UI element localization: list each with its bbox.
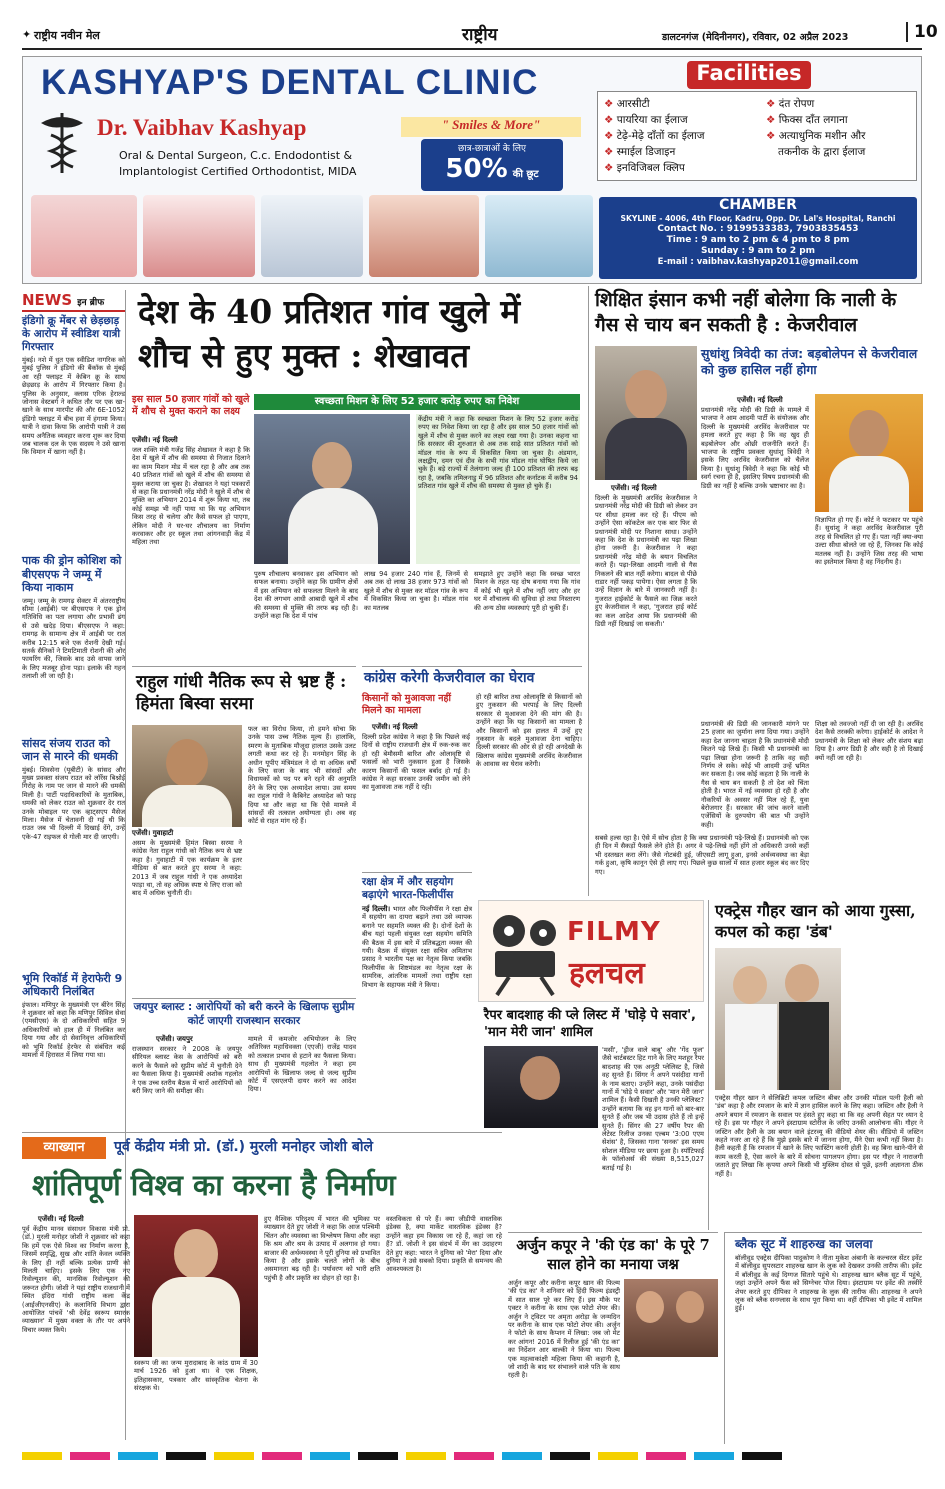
photo-strip bbox=[31, 195, 593, 277]
joshi-dateline: एजेंसी। नई दिल्ली bbox=[38, 1215, 84, 1223]
offer-suffix: की छूट bbox=[512, 169, 539, 180]
facility-item: ❖ दंत रोपण bbox=[766, 98, 815, 110]
shahrukh-headline: ब्लैक सूट में शाहरुख का जलवा bbox=[735, 1237, 873, 1251]
jaipur-col1: राजस्थान सरकार ने 2008 के जयपुर सीरियल ब्लास्ट केस के आरोपियों को बरी करने के फैसले को सुप्रीम कोर्ट में चुनौती देने का फैसला किया है। मुख्यमंत्री अशोक गहलोत ने एक उच्च स्तरीय बैठक में चारों आरोपियों को बरी किए जाने की समीक्षा की। bbox=[132, 1045, 242, 1096]
facilities-box bbox=[597, 91, 917, 181]
lead-col4: लाख 94 हजार 240 गांव हैं, जिनमें से अब तक दो लाख 38 हजार 973 गांवों को खुले में शौच से मुक्त कर मॉडल गांव के रूप में विकसित किया जा चुका है। मॉडल गांव का मतलब bbox=[364, 570, 468, 612]
kejriwal-cont: सबसे हल्स रहा है। ऐसे में सोच होता है कि क्या प्रधानमंत्री पढ़े-लिखे हैं। प्रधानमंत्री को एक ही दिन में सैकड़ों फैसले लेने होते हैं। अगर वे पढ़े-लिखे नहीं होंगे तो अधिकारी उनसे कहीं भी दस्तखत करा लेंगे। जैसे नोटबंदी हुई, जीएसटी लागू हुआ, इनसे अर्थव्यवस्था का बेड़ा गर्क हुआ, कृषि कानून ऐसे ही लाए गए। पिछले कुछ सालों में सात हजार स्कूल बंद कर दिए गए। bbox=[595, 834, 809, 876]
brief-item: पाक की ड्रोन कोशिश को बीएसएफ ने जम्मू में किया नाकाम जम्मू। जम्मू के रामगढ़ सेक्टर में अंतरराष्ट्रीय सीमा (आईबी) पर बीएसएफ ने एक ड्रोन गतिविधि का पता लगाया और प्रभावी ढंग से उसे खदेड़ दिया। बीएसएफ ने कहा: रामगढ़ के सामान्य क्षेत्र में आईबी पर रात करीब 12:15 बजे एक रोशनी देखी गई। सतर्क सैनिकों ने टिमटिमाती रोशनी की ओर फायरिंग की, जिसके बाद उसे वापस जाने के लिए मजबूर होना पड़ा। इलाके की गहन तलाशी ली जा रही है। bbox=[22, 554, 125, 681]
gauhar-body: एक्ट्रेस गौहर खान ने सेलिब्रिटी कपल जस्टिन बीबर और उनकी मॉडल पत्नी हैली को 'डंब' कहा है और रमजान के बारे में ज्ञान हासिल करने के लिए कहा। जस्टिन और हैली ने अपने बयान में रमजान के सवाल पर हंसते हुए कहा था कि वह अपनी सेहत पर ध्यान दे रहे हैं। इस पर गौहर ने अपने इंस्टाग्राम स्टोरीज के जरिए उनकी आलोचना की। गौहर ने जस्टिन और हैली के उस बयान वाले इंटरव्यू की वीडियो शेयर की। वीडियो में जस्टिन कहते नजर आ रहे हैं कि मुझे इसके बारे में जानना होगा, मैंने ऐसा कभी नहीं किया है। हैली कहती हैं कि रमजान में खाने के लिए फास्टिंग करनी होती है। वह बिना खाने-पीने से काम करती है, ऐसा करने के बारे में सोचना पागलपन होगा। इस पर गौहर ने नाराजगी जताते हुए लिखा कि कृपया अपने किसी भी मुस्लिम दोस्त से पूछें, इतनी अज्ञानता ठीक नहीं है। bbox=[715, 1094, 923, 1178]
dental-caduceus-icon bbox=[33, 109, 91, 177]
filmy-section bbox=[478, 900, 704, 1172]
film-reel-icon bbox=[485, 911, 565, 999]
joshi-story bbox=[22, 1132, 502, 1444]
joshi-col4: वस्तविकता से परे हैं। क्या जीडीपी वास्तविक इंडेक्स है, क्या मार्केट वास्तविक इंडेक्स है? उन्होंने कहा हम विकास जा रहे हैं, कहां जा रहे हैं? डॉ. जोशी ने इस संदर्भ में मेंग का उदाहरण देते हुए कहा: भारत ने दुनिया को 'मेरा' दिया और दुनिया ने उसे सबको दिया। प्रकृति से समन्वय की आवश्यकता है। bbox=[386, 1215, 502, 1274]
trivedi-col2: विज्ञापित हो गए हैं। कोर्ट ने फटकार पर पहुंचे हैं। सुधांशु ने कहा अरविंद केजरीवाल पूरी तरह से विचलित हो गए हैं। पता नहीं क्या-क्या उल्टा सीधा बोलते जा रहे हैं, जिनका कि कोई मतलब नहीं है। उन्होंने जिस तरह की भाषा का इस्तेमाल किया है वह निंदनीय है। bbox=[815, 516, 923, 567]
gauhar-story bbox=[708, 900, 922, 1230]
congress-headline: कांग्रेस करेगी केजरीवाल का घेराव bbox=[364, 670, 535, 686]
joshi-col2: स्वरूप जी का जन्म मुरादाबाद के कांठ ग्राम में 30 मार्च 1926 को हुआ था। वे एक शिक्षक, इतिहासकार, पत्रकार और सांस्कृतिक चेतना के संरक्षक थे। bbox=[134, 1359, 258, 1393]
congress-dateline: एजेंसी। नई दिल्ली bbox=[372, 723, 418, 731]
facilities-left bbox=[604, 96, 705, 176]
offer-label: छात्र-छात्राओं के लिए bbox=[457, 144, 527, 154]
trivedi-headline: सुधांशु त्रिवेदी का तंज: बड़बोलेपन से केजरीवाल को कुछ हासिल नहीं होगा bbox=[701, 346, 918, 377]
congress-col1: दिल्ली प्रदेश कांग्रेस ने कहा है कि पिछले कई दिनों से राष्ट्रीय राजधानी क्षेत्र में रुक-रुक कर हो रही बेमौसमी बारिश और ओलावृष्टि से फसलों को भारी नुकसान हुआ है जिसके कारण किसानों की फसल बर्बाद हो गई है। कांग्रेस ने कहा सरकार उनकी जमीन को लेने का मुआवजा तक नहीं दे रही। bbox=[362, 733, 470, 792]
kejriwal-cont2: शिक्षा को तवज्जो नहीं दी जा रही है। अरविंद देश कैसे तरक्की करेगा। हाईकोर्ट के आदेश ने प्रधानमंत्री के शिक्षा को लेकर और संशय बढ़ा दिया है। अगर डिग्री है और सही है तो दिखाई क्यों नहीं जा रही है। bbox=[815, 720, 923, 762]
kejriwal-photo bbox=[595, 346, 697, 480]
lead-headline: देश के 40 प्रतिशत गांव खुले में शौच से हुए मुक्त : शेखावत bbox=[138, 292, 521, 375]
shahrukh-story bbox=[724, 1232, 922, 1444]
dateline: डालटनगंज (मेदिनीनगर), रविवार, 02 अप्रैल 2023 bbox=[662, 32, 849, 43]
himanta-col1: असम के मुख्यमंत्री हिमंत बिस्वा सरमा ने कांग्रेस नेता राहुल गांधी को नैतिक रूप से भ्रष्ट कहा है। गुवाहाटी में एक कार्यक्रम के इतर मीडिया से बात करते हुए सरमा ने कहा: 2013 में जब राहुल गांधी ने एक अध्यादेश फाड़ा था, तो वह अधिक स्पष्ट थे लिए राजा को बाद में अधिक चुनौती दी। bbox=[132, 839, 242, 898]
facility-item: ❖ फिक्स दाँत लगाना bbox=[766, 114, 848, 126]
kejriwal-col2: प्रधानमंत्री की डिग्री की जानकारी मांगने पर 25 हजार का जुर्माना लगा दिया गया। उन्होंने कहा देश जानना चाहता है कि प्रधानमंत्री मोदी कितने पढ़े लिखे हैं। किसी भी प्रधानमंत्री का पढ़ा लिखा होना जरूरी है ताकि वह सही निर्णय ले सके। कोई भी आदमी उन्हें भ्रमित कर सकता है। जब कोई कहता है कि नाली के गैस से चाय बन सकती है तो देश को चिंता होती है। भारत में नई व्यवस्था हो रही है और नौकरियों के अवसर नहीं मिल रहे हैं, युवा बेरोजगार हैं। सरकार की जांच करने वाली एजेंसियों के दुरुपयोग की बात भी उन्होंने कही। bbox=[701, 720, 809, 829]
lead-col3: पुरुष शौचालय बनवाकर इस अभियान को सफल बनाया। उन्होंने कहा कि ग्रामीण क्षेत्रों में इस अभियान को सफलता मिलने के बाद देश की लगभग आधी आबादी खुले में शौच की समस्या से मुक्ति की तरफ बढ़ रही है। उन्होंने कहा कि देश में पांच bbox=[254, 570, 358, 621]
himanta-col2: फल का विरोध किया, तो हमने सोचा कि उनके पास उच्च नैतिक मूल्य हैं। हालांकि, स्मरण के मुताबिक मौजूदा हालात उसके उलट लगती कथा कर रहे हैं। मनमोहन सिंह के अधीन यूपीए मंत्रिमंडल ने दो या अधिक वर्षों के लिए सजा के बाद भी सांसदों और विधायकों को पद पर बने रहने की अनुमति देने के लिए एक अध्यादेश लाया। उस समय का राहुल गांधी ने कैबिनेट अध्यादेश को फाड़ दिया था और कहा था कि ऐसे मामले में सांसदों की तत्काल अयोग्यता हो। अब वह कोर्ट से राहत मांग रहे हैं। bbox=[248, 725, 356, 826]
page-number: 10 bbox=[906, 22, 938, 42]
vyakhyan-label: व्याख्यान bbox=[22, 1137, 106, 1159]
doctor-desc-2: Implantologist Certified Orthodontist, MIDA bbox=[119, 165, 357, 178]
himanta-photo bbox=[132, 725, 242, 827]
kejriwal-story bbox=[588, 286, 922, 896]
gauhar-headline: एक्ट्रेस गौहर खान को आया गुस्सा, कपल को कहा 'डंब' bbox=[715, 901, 916, 941]
chamber-line: SKYLINE - 4006, 4th Floor, Kadru, Opp. Dr. Lal's Hospital, Ranchi bbox=[620, 214, 896, 223]
brief-item: इंडिगो क्रू मेंबर से छेड़छाड़ के आरोप में स्वीडिश यात्री गिरफ्तार मुंबई। नशे में धुत एक स्वीडिश नागरिक को मुंबई पुलिस ने इंडिगो की बैंकॉक से मुंबई आ रही फ्लाइट में केबिन क्रू के साथ छेड़छाड़ के आरोप में गिरफ्तार किया है। पुलिस के अनुसार, क्लास एरिक हेराल्ड जोनास वेस्टबर्ग ने कथित तौर पर एक खा-खाने के साथ मारपीट की और 6E-1052 इंडिगो फ्लाइट में बीच हवा में हंगामा किया। यात्री ने दावा किया कि आरोपी यात्री ने उस समय अनैतिक व्यवहार करना शुरू कर दिया जब चालक दल के एक सदस्य ने उसे खाना कि विमान में खाना नहीं है। bbox=[22, 315, 125, 457]
clinic-name: KASHYAP'S DENTAL CLINIC bbox=[41, 63, 539, 102]
child-dentist-photo bbox=[485, 195, 593, 277]
lead-col1: जल शक्ति मंत्री गजेंद्र सिंह शेखावत ने कहा है कि देश में खुले में शौच की समस्या से निजात दिलाने का काम मिशन मोड में चल रहा है और अब तक 40 प्रतिशत गांवों को खुले में शौच की समस्या से मुक्त कराया जा चुका है। शेखावत ने यहां पत्रकारों से कहा कि प्रधानमंत्री नरेंद्र मोदी ने खुले में शौच से मुक्ति का अभियान 2014 में शुरू किया था, तब कोई समझ भी नहीं पाया था कि यह अभियान किस तरह से चलेगा और कैसे सफल हो पाएगा, लेकिन मोदी ने घर-घर शौचालय का निर्माण करवाकर और हर स्कूल तथा आंगनवाड़ी केंद्र में महिला तथा bbox=[132, 446, 250, 547]
lead-dateline: एजेंसी। नई दिल्ली bbox=[132, 436, 178, 444]
arjun-headline: अर्जुन कपूर ने 'की एंड का' के पूरे 7 साल होने का मनाया जश्न bbox=[516, 1237, 710, 1273]
tagline: " Smiles & More" bbox=[401, 117, 581, 137]
defence-headline: रक्षा क्षेत्र में और सहयोग बढ़ाएंगे भारत-फिलीपींस bbox=[362, 876, 454, 901]
arjun-photo bbox=[624, 1279, 718, 1357]
section-name: राष्ट्रीय bbox=[462, 25, 498, 45]
doctor-name: Dr. Vaibhav Kashyap bbox=[97, 115, 307, 140]
brief-item: सांसद संजय राउत को जान से मारने की धमकी मुंबई। शिवसेना (यूबीटी) के सांसद और मुख्य प्रवक्ता संजय राउत को लॉरेंस बिश्नोई गिरोह के नाम पर जान से मारने की धमकी मिली है। पार्टी पदाधिकारियों के मुताबिक, धमकी को लेकर राउत को शुक्रवार देर रात उनके मोबाइल पर एक व्हाट्सएप मैसेज मिला। मैसेज में चेतावनी दी गई थी कि राउत जब भी दिल्ली में दिखाई देंगे, उन्हें एके-47 राइफल से गोली मार दी जाएगी। bbox=[22, 736, 125, 841]
facility-item: ❖ आरसीटी bbox=[604, 98, 650, 110]
color-bar bbox=[22, 1452, 922, 1460]
lead-col5: समझाते हुए उन्होंने कहा कि स्वच्छ भारत मिशन के तहत यह दोष बनाया गया कि गांव में कोई भी खुले में शौच नहीं जाए और हर घर में शौचालय की सुविधा हो तथा निस्तारण की अन्य ठोस व्यवस्थाएं पूरी हो चुकी हैं। bbox=[474, 570, 580, 612]
doctor-desc-1: Oral & Dental Surgeon, C.c. Endodontist & bbox=[119, 149, 353, 162]
arjun-body: अर्जुन कपूर और करीना कपूर खान की फिल्म 'की एंड का' ने शनिवार को हिंदी फिल्म इंडस्ट्री में सात साल पूरे कर लिए हैं। इस मौके पर एक्टर ने करीना के साथ एक फोटो शेयर की। अर्जुन ने ट्विटर पर अमृता अरोड़ा के जन्मदिन पर करीना के साथ एक फोटो शेयर की। अर्जुन ने फोटो के साथ कैप्शन में लिखा: जब जो मेट कर आंगन! 2016 में रिलीज हुई 'की एंड का' का निर्देशन आर बाल्की ने किया था। फिल्म एक महत्वाकांक्षी महिला किया की कहानी है, जो शादी के बाद घर संभालने वाले पति के साथ रहती है। bbox=[508, 1279, 620, 1380]
smile-photo bbox=[369, 195, 479, 277]
bird-logo-icon: ✦ bbox=[22, 28, 32, 41]
facility-item: ❖ इनविजिबल क्लिप bbox=[604, 162, 685, 174]
chamber-line: Contact No. : 9199533383, 7903835453 bbox=[657, 224, 859, 234]
chamber-line: E-mail : vaibhav.kashyap2011@gmail.com bbox=[657, 257, 859, 267]
facility-item: ❖ टेढ़े-मेढ़े दाँतों का ईलाज bbox=[604, 130, 705, 142]
kejriwal-dateline: एजेंसी। नई दिल्ली bbox=[611, 484, 657, 492]
joshi-kicker: पूर्व केंद्रीय मंत्री प्रो. (डॉ.) मुरली मनोहर जोशी बोले bbox=[114, 1139, 373, 1155]
filmy-banner bbox=[478, 900, 704, 1002]
kejriwal-headline: शिक्षित इंसान कभी नहीं बोलेगा कि नाली के गैस से चाय बन सकती है : केजरीवाल bbox=[595, 289, 897, 336]
badshah-photo bbox=[484, 1046, 598, 1128]
halchal-word: हलचल bbox=[569, 956, 645, 991]
facility-item: ❖ स्माईल डिजाइन bbox=[604, 146, 676, 158]
trivedi-col1: प्रधानमंत्री नरेंद्र मोदी की डिग्री के मामले में भाजपा ने आम आदमी पार्टी के संयोजक और दिल्ली के मुख्यमंत्री अरविंद केजरीवाल पर हमला करते हुए कहा है कि वह खुद ही बड़बोलेपन और ओछी राजनीति करते हैं। भाजपा के राष्ट्रीय प्रवक्ता सुधांशु त्रिवेदी ने इसके लिए अरविंद केजरीवाल को चैलेंज किया है। सुधांशु त्रिवेदी ने कहा कि कोई भी स्वर्ग रचना ही है, इसलिए विषय प्रधानमंत्री की डिग्री का नहीं है बल्कि उनके भ्रष्टाचार का है। bbox=[701, 406, 809, 490]
lead-col2: केंद्रीय मंत्री ने कहा कि स्वच्छता मिशन के लिए 52 हजार करोड़ रुपए का निवेश किया जा रहा है और इस साल 50 हजार गांवों को खुले में शौच से मुक्त करने का लक्ष्य रखा गया है। उनका कहना था कि सरकार की शुरुआत से अब तक साढ़े सात प्रतिशत गांवों को मॉडल गांव के रूप में विकसित किया जा चुका है। अंडमान, लक्षद्वीप, दमन एवं दीव के सभी गांव मॉडल गांव घोषित किये जा चुके हैं। बड़े राज्यों में तेलंगाना जल्द ही 100 प्रतिशत की तरफ बढ़ रहा है, जबकि तमिलनाडु में 96 प्रतिशत और कर्नाटक में करीब 94 प्रतिशत गांव खुले में शौच की समस्या से मुक्त हो चुके हैं। bbox=[416, 414, 580, 564]
implant-photo bbox=[261, 195, 363, 277]
lead-subhead: स्वच्छता मिशन के लिए 52 हजार करोड़ रुपए का निवेश bbox=[254, 394, 580, 410]
braces-photo bbox=[143, 195, 255, 277]
lead-kicker: इस साल 50 हजार गांवों को खुले में शौच से मुक्त कराने का लक्ष्य bbox=[132, 394, 250, 417]
brief-label: NEWS इन ब्रीफ bbox=[22, 290, 125, 312]
dentures-photo bbox=[31, 195, 137, 277]
trivedi-photo bbox=[815, 394, 923, 512]
facilities-title: Facilities bbox=[687, 61, 811, 89]
jaipur-dateline: एजेंसी। जयपुर bbox=[156, 1035, 193, 1043]
chamber-title: CHAMBER bbox=[719, 197, 797, 213]
joshi-col1: पूर्व केंद्रीय मानव संसाधन विकास मंत्री प्रो. (डॉ.) मुरली मनोहर जोशी ने शुक्रवार को कहा कि हमें एक ऐसे विश्व का निर्माण करना है, जिसमें समृद्धि, सुख और शांति केवल व्यक्ति के लिए ही नहीं बल्कि प्रत्येक प्राणी को मिलती चाहिए। इसके लिए एक नए रिवोल्यूशन की, मानसिक रिवोल्यूशन की जरूरत होगी। जोशी ने यहां राष्ट्रीय राजधानी में स्थित इंदिरा गांधी राष्ट्रीय कला केंद्र (आईजीएनसीए) के कलानिधि विभाग द्वारा आयोजित पांचवें 'श्री देवेंद्र स्वरूप स्मारक व्याख्यान' में मुख्य वक्ता के तौर पर अपने विचार व्यक्त किये। bbox=[22, 1225, 130, 1334]
gauhar-photo bbox=[715, 948, 841, 1090]
chamber-line: Time : 9 am to 2 pm & 4 pm to 8 pm bbox=[666, 235, 850, 245]
joshi-headline: शांतिपूर्ण विश्व का करना है निर्माण bbox=[32, 1168, 396, 1202]
congress-col2: हो रही बारिश तथा ओलावृष्टि से किसानों को हुए नुकसान की भरपाई के लिए दिल्ली सरकार से मुआवजा देने की मांग की है। उन्होंने कहा कि यह किसानों का मामला है और किसानों को इस हालत में उन्हें हुए नुकसान के बदले मुआवजा देना चाहिए। दिल्ली सरकार की ओर से हो रही अनदेखी के खिलाफ कांग्रेस मुख्यमंत्री अरविंद केजरीवाल के आवास का घेराव करेगी। bbox=[476, 693, 582, 769]
jaipur-story bbox=[132, 998, 356, 1124]
chamber-line: Sunday : 9 am to 2 pm bbox=[700, 246, 816, 256]
facilities-right bbox=[766, 96, 865, 160]
dental-ad bbox=[22, 56, 922, 284]
kejriwal-col1: दिल्ली के मुख्यमंत्री अरविंद केजरीवाल ने प्रधानमंत्री नरेंद्र मोदी की डिग्री को लेकर उन पर सीधा हमला कर रहे हैं। पीएम को उन्होंने ऐसा कॉकटेल कर एक बार फिर से प्रधानमंत्री मोदी पर निशाना साधा। उन्होंने कहा कि देश के प्रधानमंत्री का पढ़ा लिखा होना जरूरी है। केजरीवाल ने कहा प्रधानमंत्री नरेंद्र मोदी के बयान विचलित करते हैं। पढ़ा-लिखा आदमी नाली से गैस निकलने की बात नहीं करेगा। बादल से पीछे राडार नहीं पकड़ पायेगा। ऐसा लगता है कि उन्हें विज्ञान के बारे में जानकारी नहीं है। गुजरात हाईकोर्ट के फैसले का जिक्र करते हुए केजरीवाल ने कहा, 'गुजरात हाई कोर्ट का कल आदेश आया कि प्रधानमंत्री की डिग्री नहीं दिखाई जा सकती।' bbox=[595, 494, 697, 629]
facility-item: ❖ पायरिया का ईलाज bbox=[604, 114, 688, 126]
arjun-story bbox=[508, 1232, 718, 1444]
jaipur-headline: जयपुर ब्लास्ट : आरोपियों को बरी करने के खिलाफ सुप्रीम कोर्ट जाएगी राजस्थान सरकार bbox=[133, 1001, 355, 1027]
masthead bbox=[22, 20, 938, 50]
defence-body: नई दिल्ली। भारत और फिलीपींस ने रक्षा क्षेत्र में सहयोग का दायरा बढ़ाने तथा उसे व्यापक बनाने पर सहमति व्यक्त की है। दोनों देशों के बीच यहां पहली संयुक्त रक्षा सहयोग समिति की बैठक में इस बारे में प्रतिबद्धता व्यक्त की गयी। बैठक में संयुक्त रक्षा सचिव अमिताभ प्रसाद ने भारतीय पक्ष का नेतृत्व किया जबकि फिलीपींस के शिष्टमंडल का नेतृत्व रक्षा के सामरिक, आंतरिक मामलों तथा राष्ट्रीय रक्षा विभाग के सहायक मंत्री ने किया। bbox=[362, 905, 472, 989]
brief-item: भूमि रिकॉर्ड में हेराफेरी 9 अधिकारी निलंबित इंफाल। मणिपुर के मुख्यमंत्री एन बीरेन सिंह ने शुक्रवार को कहा कि मणिपुर सिविल सेवा (एमसीएस) के दो अधिकारियों सहित 9 अधिकारियों को हाल ही में निलंबित कर दिया गया और दो सेवानिवृत्त अधिकारियों को भूमि रिकॉर्ड हेरफेर से संबंधित कई मामलों में हिरासत में लिया गया था। bbox=[22, 971, 125, 1059]
shekhawat-photo bbox=[254, 414, 410, 564]
jaipur-col2: मामले में कमजोर अभियोजन के लिए अतिरिक्त महाधिवक्ता (एएजी) राजेंद्र यादव को तत्काल प्रभाव से हटाने का फैसला किया। साथ ही मुख्यमंत्री गहलोत ने कहा हम आरोपियों के खिलाफ जल्द से जल्द सुप्रीम कोर्ट में एसएलपी दायर करने का आदेश दिया। bbox=[248, 1035, 356, 1094]
joshi-photo bbox=[134, 1215, 258, 1357]
trivedi-dateline: एजेंसी। नई दिल्ली bbox=[737, 396, 783, 404]
defence-story bbox=[362, 872, 472, 1122]
facility-item: तकनीक के द्वारा ईलाज bbox=[778, 146, 866, 158]
raftaar-headline: रैपर बादशाह की प्ले लिस्ट में 'घोड़े पे सवार', 'मान मेरी जान' शामिल bbox=[484, 1008, 696, 1040]
shahrukh-body: बॉलीवुड एक्ट्रेस दीपिका पादुकोण ने नीता मुकेश अंबानी के कल्चरल सेंटर इवेंट में बॉलीवुड सुपरस्टार शाहरुख खान के लुक को देखकर उनकी तारीफ की। इवेंट में बॉलीवुड के कई दिग्गज सितारे पहुंचे थे। शाहरुख खान ब्लैक सूट में पहुंचे, जहां उन्होंने अपने फैंस को सिग्नेचर पोज दिया। इंस्टाग्राम पर इवेंट की तस्वीरें शेयर करते हुए दीपिका ने शाहरुख के लुक की तारीफ की। शाहरुख ने अपने लुक को ब्लैक सनग्लास के साथ पूरा किया था। वहीं दीपिका भी इवेंट में शामिल हुईं। bbox=[735, 1254, 922, 1313]
chamber-box bbox=[599, 197, 917, 279]
joshi-col3: हुए वैश्विक परिदृश्य में भारत की भूमिका पर व्याख्यान देते हुए जोशी ने कहा कि आज पश्चिमी चिंतन और व्यवस्था का विश्लेषण किया और कहा कि श्रम और श्रम के उत्पाद में अलगाव हो गया। बाजार की अर्थव्यवस्था ने पूरी दुनिया को प्रभावित किया है और इसके चलते लोगों के बीच असमानता बढ़ रही है। पर्यावरण को भारी क्षति पहुंची है और प्रकृति का दोहन हो रहा है। bbox=[264, 1215, 380, 1282]
offer-box bbox=[421, 139, 563, 191]
congress-sub: किसानों को मुआवजा नहीं मिलने का मामला bbox=[362, 693, 452, 716]
raftaar-body: 'मसी', 'ड्रीज वाले बाबू' और 'गेंद फूल' जैसे चार्टबस्टर हिट गाने के लिए मशहूर रैपर बादशाह की एक अनूठी प्लेलिस्ट है, जिसे वह सुनते हैं। सिंगर ने अपने पसंदीदा गानों के नाम बताए। उन्होंने कहा, उनके पसंदीदा गानों में 'घोड़े पे सवार' और 'मान मेरी जान' शामिल हैं। कैसी दिखती है उनकी प्लेलिस्ट? उन्होंने बताया कि वह इन गानों को बार-बार सुनते हैं और जब भी उदास होते हैं तो इन्हें सुनते हैं। सिंगर की 27 वर्षीय रैपर की लेटेस्ट रिलीज उनका एल्बम '3:00 एएम सेशंस' है, जिसका गाना 'सनक' इस समय सोशल मीडिया पर छाया हुआ है। स्पॉटिफाई के फॉलोअर्स की संख्या 8,515,027 बताई गई है। bbox=[602, 1046, 704, 1172]
himanta-dateline: एजेंसी। गुवाहाटी bbox=[132, 829, 174, 837]
filmy-word: FILMY bbox=[567, 917, 661, 947]
himanta-headline: राहुल गांधी नैतिक रूप से भ्रष्ट हैं : हिमंता बिस्वा सरमा bbox=[136, 672, 347, 714]
paper-name: राष्ट्रीय नवीन मेल bbox=[34, 29, 100, 42]
facility-item: ❖ अत्याधुनिक मशीन और bbox=[766, 130, 866, 142]
lead-story bbox=[132, 290, 582, 660]
offer-percent: 50% bbox=[445, 154, 508, 184]
congress-story bbox=[362, 666, 582, 866]
himanta-story bbox=[132, 666, 356, 996]
